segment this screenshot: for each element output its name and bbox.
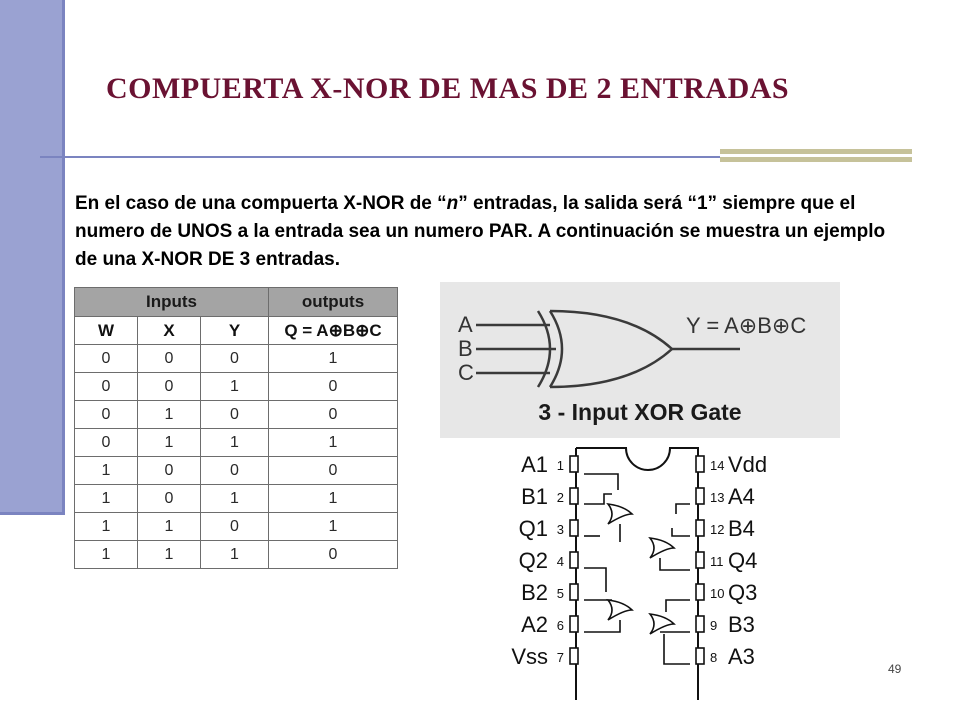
ic-pin-label: B2 (521, 580, 548, 605)
table-cell: 0 (75, 345, 138, 373)
ic-pin-right (696, 552, 704, 568)
xor-input-b: B (458, 336, 473, 361)
ic-pin-number: 4 (556, 554, 564, 569)
ic-pin-right (696, 456, 704, 472)
intro-paragraph (75, 190, 895, 274)
ic-pin-right (696, 584, 704, 600)
xor-gate-diagram (440, 282, 840, 438)
ic-pin-left (570, 456, 578, 472)
table-row (75, 345, 398, 373)
col-header-y: Y (201, 317, 269, 345)
ic-pin-number: 13 (710, 490, 725, 505)
table-row (75, 485, 398, 513)
ic-pin-left (570, 648, 578, 664)
ic-pin-left (570, 584, 578, 600)
ic-pin-label: A4 (728, 484, 755, 509)
ic-pin-right (696, 488, 704, 504)
ic-pin-label: Q1 (518, 516, 548, 541)
paragraph-part1: En el caso de una compuerta X-NOR de “ (75, 193, 447, 214)
ic-pin-number: 9 (710, 618, 718, 633)
ic-pin-number: 11 (710, 554, 724, 569)
table-row (75, 541, 398, 569)
table-row (75, 457, 398, 485)
ic-pin-right (696, 616, 704, 632)
ic-pin-label: Q4 (728, 548, 758, 573)
title-accent-stripes (720, 149, 912, 167)
col-header-x: X (138, 317, 201, 345)
table-cell: 1 (75, 457, 138, 485)
group-header-inputs: Inputs (75, 288, 269, 317)
ic-internal-gates (584, 474, 690, 664)
col-header-w: W (75, 317, 138, 345)
table-cell: 1 (269, 513, 398, 541)
table-row (75, 429, 398, 457)
ic-pin-label: Q2 (518, 548, 548, 573)
table-cell: 1 (201, 373, 269, 401)
table-cell: 0 (138, 345, 201, 373)
table-cell: 1 (269, 345, 398, 373)
ic-pin-right (696, 520, 704, 536)
ic-pin-left (570, 552, 578, 568)
ic-pin-number: 12 (710, 522, 725, 537)
table-cell: 0 (138, 457, 201, 485)
ic-pin-label: A3 (728, 644, 755, 669)
truth-table (74, 287, 398, 569)
ic-pinout-diagram (500, 442, 800, 700)
ic-pin-left (570, 488, 578, 504)
table-cell: 0 (201, 457, 269, 485)
table-cell: 1 (201, 429, 269, 457)
table-cell: 1 (75, 513, 138, 541)
ic-pin-number: 8 (710, 650, 718, 665)
table-cell: 0 (269, 373, 398, 401)
table-cell: 1 (75, 485, 138, 513)
ic-pin-label: B3 (728, 612, 755, 637)
table-cell: 1 (201, 541, 269, 569)
ic-pins (511, 452, 767, 669)
table-cell: 1 (138, 541, 201, 569)
table-cell: 0 (269, 541, 398, 569)
table-cell: 0 (269, 401, 398, 429)
ic-pin-label: B1 (521, 484, 548, 509)
table-cell: 1 (269, 429, 398, 457)
xor-input-c: C (458, 360, 474, 385)
ic-pin-label: Vss (511, 644, 548, 669)
table-cell: 0 (269, 457, 398, 485)
page-number: 49 (888, 662, 902, 676)
table-row (75, 373, 398, 401)
xor-caption: 3 - Input XOR Gate (538, 399, 742, 425)
ic-pin-label: Q3 (728, 580, 758, 605)
ic-pin-right (696, 648, 704, 664)
table-cell: 0 (201, 401, 269, 429)
ic-pin-number: 3 (556, 522, 564, 537)
table-row (75, 513, 398, 541)
ic-pin-number: 1 (556, 458, 564, 473)
ic-pin-number: 6 (556, 618, 564, 633)
table-cell: 1 (201, 485, 269, 513)
ic-pin-label: A2 (521, 612, 548, 637)
table-cell: 0 (138, 485, 201, 513)
ic-pin-number: 14 (710, 458, 725, 473)
table-cell: 0 (201, 345, 269, 373)
ic-pin-number: 10 (710, 586, 725, 601)
table-cell: 1 (138, 401, 201, 429)
group-header-outputs: outputs (269, 288, 398, 317)
ic-body-outline (576, 448, 698, 700)
ic-pin-left (570, 616, 578, 632)
table-cell: 0 (138, 373, 201, 401)
table-cell: 1 (269, 485, 398, 513)
table-cell: 0 (75, 429, 138, 457)
paragraph-n: n (446, 193, 459, 214)
ic-pin-number: 5 (556, 586, 564, 601)
table-cell: 0 (75, 401, 138, 429)
ic-pinout (500, 442, 800, 700)
ic-pin-label: Vdd (728, 452, 768, 477)
table-cell: 1 (75, 541, 138, 569)
table-cell: 1 (138, 429, 201, 457)
slide-title: COMPUERTA X-NOR DE MAS DE 2 ENTRADAS (106, 72, 790, 105)
side-decoration-bar (0, 0, 65, 515)
table-cell: 0 (75, 373, 138, 401)
paragraph-part2: ” entradas, la salida será “1” siempre que el numero de UNOS a la entrada sea un numero PAR. A continuación se muestra un ejemplo de una X-NOR DE 3 entradas. (75, 193, 886, 270)
ic-pin-left (570, 520, 578, 536)
ic-pin-label: A1 (521, 452, 548, 477)
xor-gate-panel (440, 282, 840, 438)
col-header-q: Q = A⊕B⊕C (269, 317, 398, 345)
xor-equation: Y = A⊕B⊕C (686, 313, 807, 338)
table-row (75, 401, 398, 429)
ic-pin-number: 2 (556, 490, 564, 505)
table-cell: 0 (201, 513, 269, 541)
truth-table-body (75, 345, 398, 569)
xor-input-a: A (458, 312, 473, 337)
table-cell: 1 (138, 513, 201, 541)
ic-pin-label: B4 (728, 516, 755, 541)
ic-pin-number: 7 (556, 650, 564, 665)
